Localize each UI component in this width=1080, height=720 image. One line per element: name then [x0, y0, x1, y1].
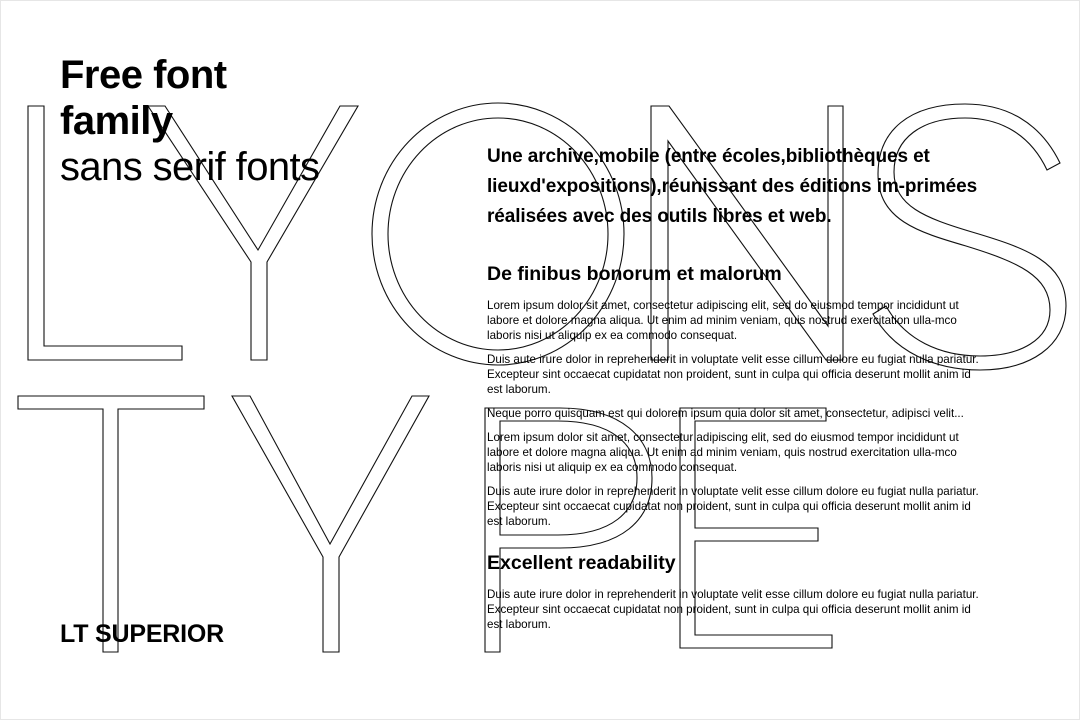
- intro-paragraph: Une archive,mobile (entre écoles,bibliothèques et lieuxd'expositions),réunissant des éditions im-primées réalisées avec des outils libres et web.: [487, 146, 978, 227]
- body-paragraph: Neque porro quisquam est qui dolorem ipsum quia dolor sit amet, consectetur, adipisci velit...: [487, 407, 964, 420]
- brand-name: LT SUPERIOR: [60, 620, 225, 648]
- body-paragraph: Duis aute irure dolor in reprehenderit in voluptate velit esse cillum dolore eu fugiat nulla pariatur. Excepteur sint occaecat cupidatat non proident, sunt in culpa qui officia deserunt mollit anim id est laborum.: [487, 588, 979, 631]
- section-heading-de-finibus: De finibus bonorum et malorum: [487, 263, 782, 285]
- outline-letter-t: [18, 396, 204, 652]
- body-paragraph: Lorem ipsum dolor sit amet, consectetur adipiscing elit, sed do eiusmod tempor incididunt ut labore et dolore magna aliqua. Ut enim ad minim veniam, quis nostrud exercitation ulla-mco laboris nisi ut aliquip ex ea commodo consequat.: [487, 431, 959, 474]
- outline-letter-y2: [232, 396, 429, 652]
- header-title: [60, 52, 390, 190]
- title-line-family: family: [60, 99, 173, 143]
- body-paragraph: Lorem ipsum dolor sit amet, consectetur adipiscing elit, sed do eiusmod tempor incididunt ut labore et dolore magna aliqua. Ut enim ad minim veniam, quis nostrud exercitation ulla-mco laboris nisi ut aliquip ex ea commodo consequat.: [487, 299, 959, 342]
- subtitle-sans-serif-fonts: sans serif fonts: [60, 145, 320, 189]
- content-column: [487, 142, 987, 641]
- title-line-free-font: Free font: [60, 53, 227, 97]
- section-heading-excellent-readability: Excellent readability: [487, 552, 676, 574]
- body-paragraph: Duis aute irure dolor in reprehenderit in voluptate velit esse cillum dolore eu fugiat nulla pariatur. Excepteur sint occaecat cupidatat non proident, sunt in culpa qui officia deserunt mollit anim id est laborum.: [487, 485, 979, 528]
- body-paragraph: Duis aute irure dolor in reprehenderit in voluptate velit esse cillum dolore eu fugiat nulla pariatur. Excepteur sint occaecat cupidatat non proident, sunt in culpa qui officia deserunt mollit anim id est laborum.: [487, 353, 979, 396]
